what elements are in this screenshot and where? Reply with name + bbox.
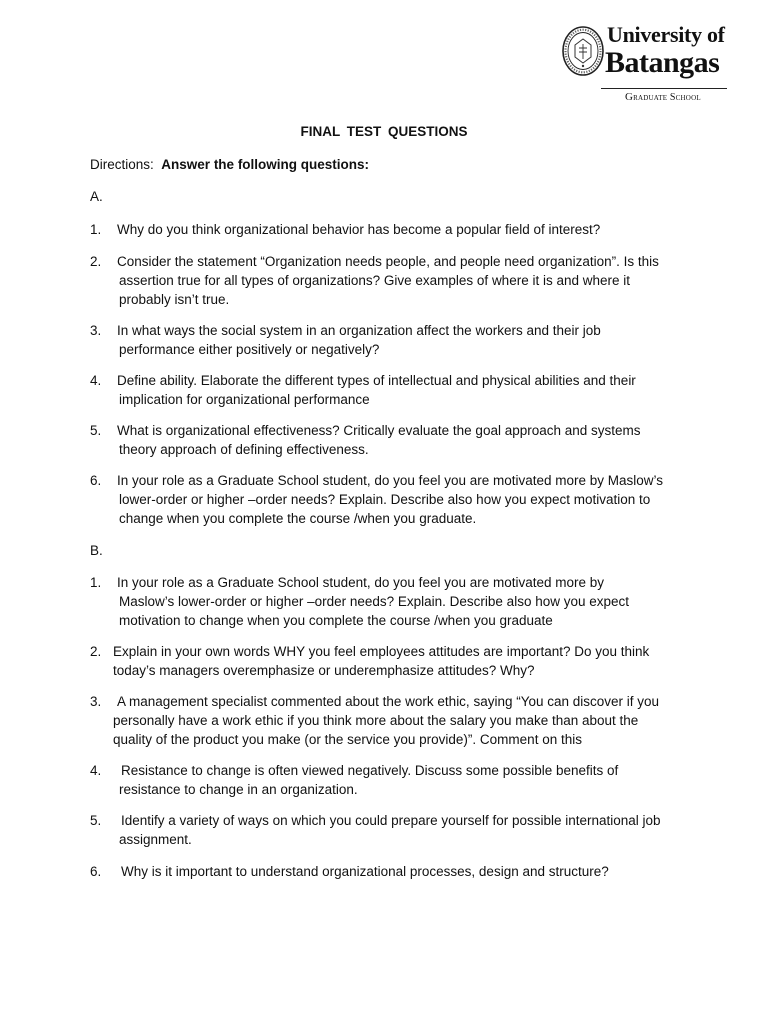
a-question-6 <box>90 471 663 528</box>
b-question-5 <box>90 811 661 849</box>
question-text-line: Resistance to change is often viewed negatively. Discuss some possible benefits of <box>121 763 619 778</box>
b-question-2 <box>90 642 649 680</box>
question-text-line: today’s managers overemphasize or underemphasize attitudes? Why? <box>113 663 535 678</box>
question-text-line: quality of the product you make (or the service you provide)”. Comment on this <box>113 732 582 747</box>
question-text-line: Define ability. Elaborate the different types of intellectual and physical abilities and their <box>117 373 636 388</box>
question-text-line: assertion true for all types of organizations? Give examples of where it is and where it <box>119 273 631 288</box>
logo-text-line1: University of <box>607 22 725 47</box>
document-title: FINAL TEST QUESTIONS <box>300 124 468 139</box>
question-text-line: What is organizational effectiveness? Critically evaluate the goal approach and systems <box>117 423 641 438</box>
university-logo <box>561 22 731 106</box>
a-question-2 <box>90 252 659 309</box>
question-text-line: resistance to change in an organization. <box>119 782 358 797</box>
a-question-1 <box>90 220 600 239</box>
question-text-line: Explain in your own words WHY you feel employees attitudes are important? Do you think <box>113 644 650 659</box>
question-number: 6. <box>90 864 102 879</box>
question-number: 6. <box>90 473 102 488</box>
question-text-line: In your role as a Graduate School student, do you feel you are motivated more by <box>117 575 605 590</box>
question-number: 5. <box>90 813 102 828</box>
question-text-line: performance either positively or negatively? <box>119 342 380 357</box>
b-question-1 <box>90 573 629 630</box>
question-text-line: Consider the statement “Organization needs people, and people need organization”. Is this <box>117 254 659 269</box>
a-question-3 <box>90 321 601 359</box>
question-number: 4. <box>90 763 102 778</box>
directions-text: Answer the following questions: <box>161 157 370 172</box>
question-text-line: theory approach of defining effectiveness. <box>119 442 369 457</box>
question-number: 1. <box>90 222 102 237</box>
question-text-line: In what ways the social system in an organization affect the workers and their job <box>117 323 601 338</box>
question-number: 3. <box>90 694 102 709</box>
a-question-5 <box>90 421 641 459</box>
logo-divider <box>601 88 727 89</box>
question-number: 4. <box>90 373 102 388</box>
logo-subtitle: Graduate School <box>625 91 701 103</box>
question-text-line: motivation to change when you complete the course /when you graduate <box>119 613 553 628</box>
a-question-4 <box>90 371 636 409</box>
question-number: 5. <box>90 423 102 438</box>
question-number: 3. <box>90 323 102 338</box>
directions-label: Directions: <box>90 157 154 172</box>
question-text-line: Maslow’s lower-order or higher –order needs? Explain. Describe also how you expect <box>119 594 630 609</box>
question-text-line: In your role as a Graduate School student, do you feel you are motivated more by Maslow’s <box>117 473 664 488</box>
question-text-line: personally have a work ethic if you think more about the salary you make than about the <box>113 713 639 728</box>
logo-text-line2: Batangas <box>605 46 720 79</box>
section-a-label: A. <box>90 189 103 204</box>
question-text-line: change when you complete the course /when you graduate. <box>119 511 477 526</box>
section-b-label: B. <box>90 543 103 558</box>
directions <box>90 155 369 174</box>
question-text-line: Why do you think organizational behavior has become a popular field of interest? <box>117 222 601 237</box>
question-text-line: implication for organizational performance <box>119 392 370 407</box>
question-text-line: Identify a variety of ways on which you could prepare yourself for possible international job <box>121 813 661 828</box>
question-number: 2. <box>90 644 102 659</box>
b-question-3 <box>90 692 659 749</box>
question-text-line: lower-order or higher –order needs? Explain. Describe also how you expect motivation to <box>119 492 651 507</box>
question-number: 2. <box>90 254 102 269</box>
b-question-6 <box>90 862 609 881</box>
question-text-line: assignment. <box>119 832 192 847</box>
question-text-line: A management specialist commented about the work ethic, saying “You can discover if you <box>117 694 660 709</box>
question-number: 1. <box>90 575 102 590</box>
university-seal-icon <box>561 24 607 78</box>
question-text-line: probably isn’t true. <box>119 292 230 307</box>
b-question-4 <box>90 761 618 799</box>
question-text-line: Why is it important to understand organizational processes, design and structure? <box>121 864 609 879</box>
